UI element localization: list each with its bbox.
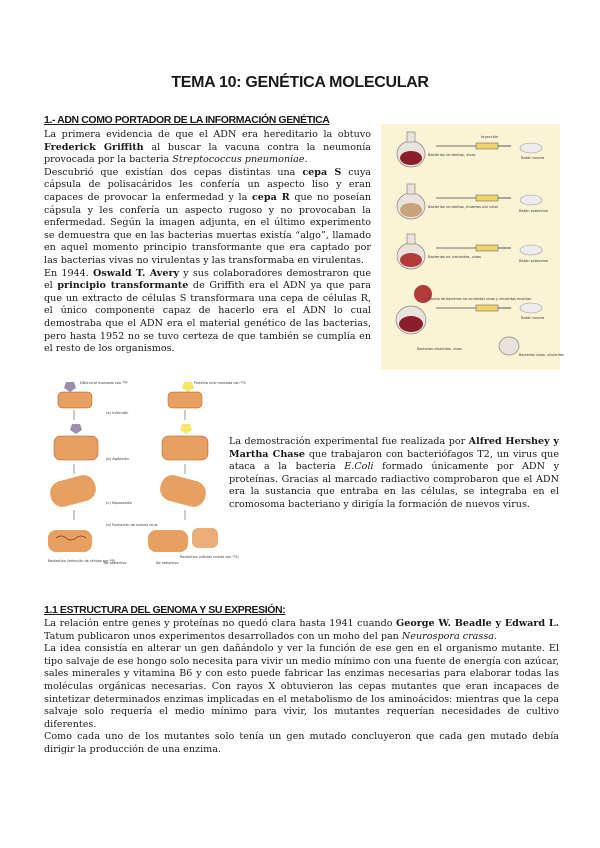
svg-text:Proteína viral marcada con ³⁵S: Proteína viral marcada con ³⁵S bbox=[194, 381, 246, 385]
svg-text:Ratón sobrevive: Ratón sobrevive bbox=[519, 259, 549, 263]
svg-text:Bacterias virulentas, vivas: Bacterias virulentas, vivas bbox=[417, 347, 462, 351]
svg-text:No radiactivo: No radiactivo bbox=[104, 561, 127, 565]
svg-text:Bacterias virulentas, muertas: Bacterias virulentas, muertas por calor bbox=[428, 205, 499, 209]
svg-text:Radiactivo (infección de célul: Radiactivo (infección de células por ³²P) bbox=[48, 559, 116, 563]
svg-text:(c) Separación: (c) Separación bbox=[106, 501, 133, 505]
page-title: TEMA 10: GENÉTICA MOLECULAR bbox=[171, 74, 429, 91]
svg-text:Radiactivo (células virales co: Radiactivo (células virales con ³⁵S) bbox=[180, 555, 239, 559]
paragraph-neurospora: La idea consistía en alterar un gen dañándolo y ver la función de ese gen en el organismo mutante. El tipo salvaje de ese hongo solo necesita para vivir un medio mínimo con una fuente de energía con azúcar, sales minerales y vitamina B6 y con esto puede fabricar las enzimas necesarias para elaborar todas las moléculas orgánicas necesarias. Con rayos X obtuvieron las cepas mutantes que eran incapaces de sintetizar determinados enzimas implicadas en el metabolismo de los aminoácidos: mientras que la cepa salvaje solo requería el medio mínimo para vivir, los mutantes requerían necesidades de cultivo diferentes. bbox=[44, 643, 559, 730]
svg-text:(b) Agitación: (b) Agitación bbox=[106, 457, 130, 461]
paragraph-cepas: Descubrió que existían dos cepas distintas una cepa S cuya cápsula de polisacáridos les confería un aspecto liso y eran capaces de provocar la enfermedad y la cepa R que no poseían cápsula y les confería un aspecto rugoso y no provocaban la enfermedad. Según la imagen adjunta, en el último experimento se demuestra que en las bacterias muertas existía “algo”, llamado en aquel momento principio transformante que era captado por las bacterias vivas no virulentas y las transformaba en virulentas. bbox=[44, 166, 372, 266]
section-1-1-text bbox=[44, 618, 559, 757]
section-1-heading: 1.- ADN COMO PORTADOR DE LA INFORMACIÓN GENÉTICA bbox=[44, 114, 330, 126]
svg-text:(d) Formación de nuevos virus: (d) Formación de nuevos virus bbox=[106, 523, 158, 527]
svg-text:Ratón muere: Ratón muere bbox=[521, 316, 545, 320]
paragraph-griffith: La primera evidencia de que el ADN era hereditario la obtuvo Frederick Griffith al buscar la vacuna contra la neumonía provocada por la bacteria Streptococcus pneumoniae. bbox=[44, 129, 371, 166]
svg-text:No radiactivo: No radiactivo bbox=[156, 561, 179, 565]
svg-text:Bacterias virulentas, vivas: Bacterias virulentas, vivas bbox=[428, 153, 476, 157]
hershey-figure-drawing bbox=[44, 378, 246, 585]
griffith-experiment-figure bbox=[381, 124, 564, 370]
svg-text:Ratón muere: Ratón muere bbox=[521, 156, 545, 160]
svg-text:Mezcla de bacterias no virulen: Mezcla de bacterias no virulentas vivas y virulentas muertas bbox=[428, 297, 532, 301]
griffith-figure-drawing bbox=[381, 124, 564, 370]
section-1-1-heading: 1.1 ESTRUCTURA DEL GENOMA Y SU EXPRESIÓN: bbox=[44, 604, 286, 616]
hershey-chase-figure bbox=[44, 378, 246, 585]
hershey-chase-text bbox=[229, 436, 559, 512]
svg-text:DNA-viral marcado con ³²P: DNA-viral marcado con ³²P bbox=[80, 381, 128, 385]
svg-text:Ratón sobrevive: Ratón sobrevive bbox=[519, 209, 549, 213]
section-1-text bbox=[44, 129, 371, 356]
paragraph-avery: En 1944. Oswald T. Avery y sus colaboradores demostraron que el principio transformante de Griffith era el ADN ya que para que un extracto de células S transformara una cepa de células R, el único componente capaz de hacerlo era el ADN lo cual demostraba que el ADN era el material genético de las bacterias, pero hasta 1952 no se tuvo certeza de que también se cumplía en el resto de los organismos. bbox=[44, 267, 372, 355]
svg-text:Bacterias vivas, virulentas: Bacterias vivas, virulentas bbox=[519, 353, 564, 357]
svg-text:Bacterias no virulentas, vivas: Bacterias no virulentas, vivas bbox=[428, 255, 482, 259]
paragraph-conclusion: Como cada uno de los mutantes solo tenía un gen mutado concluyeron que cada gen mutado debía dirigir la producción de una enzima. bbox=[44, 731, 559, 755]
paragraph-hershey-chase: La demostración experimental fue realizada por Alfred Hershey y Martha Chase que trabajaron con bacteriófagos T2, un virus que ataca a la bacteria E.Coli formado únicamente por ADN y proteínas. Gracias al marcado radiactivo comprobaron que el ADN era la sustancia que entraba en las células, se integraba en el cromosoma bacteriano y dirigía la formación de nuevos virus. bbox=[229, 436, 559, 510]
paragraph-beadle-tatum: La relación entre genes y proteínas no quedó clara hasta 1941 cuando George W. Beadle y Edward L. Tatum publicaron unos experimentos desarrollados con un moho del pan Neurospora crassa. bbox=[44, 618, 559, 642]
svg-text:Inyección: Inyección bbox=[481, 135, 499, 139]
svg-text:(a) Infección: (a) Infección bbox=[106, 411, 129, 415]
